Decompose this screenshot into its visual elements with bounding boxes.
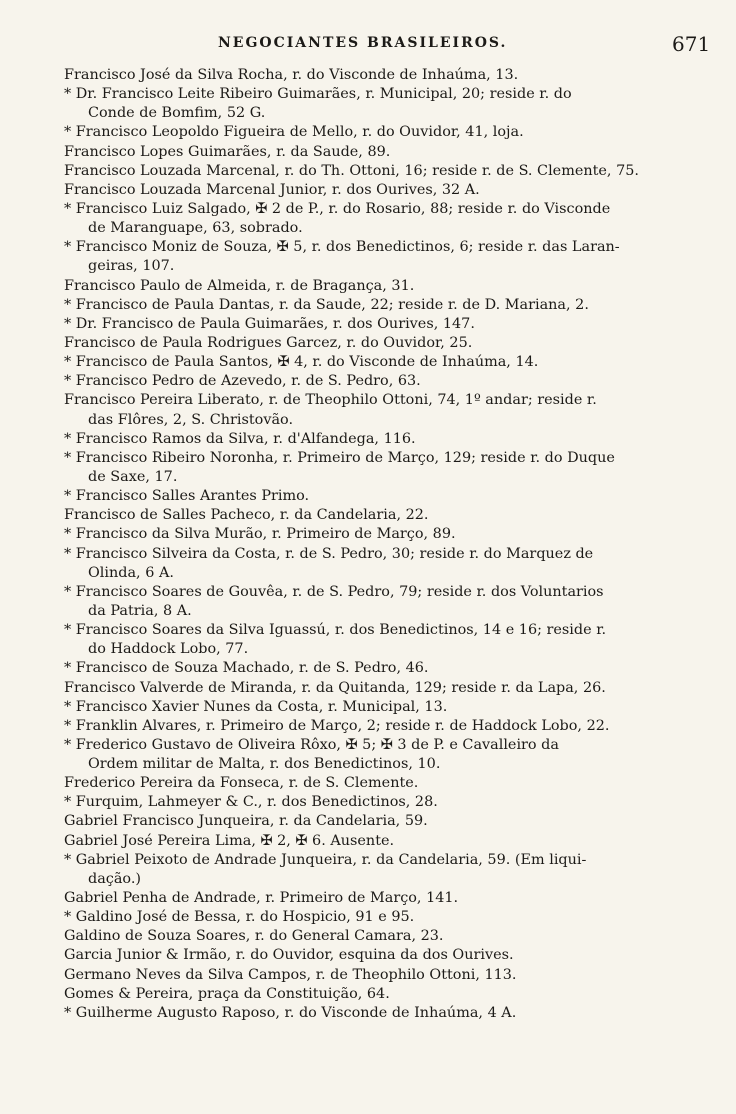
entry-line: Francisco Pereira Liberato, r. de Theophilo Ottoni, 74, 1º andar; reside r.: [64, 392, 597, 409]
entry-line: * Frederico Gustavo de Oliveira Rôxo, ✠ 5; ✠ 3 de P. e Cavalleiro da: [64, 736, 559, 753]
running-title: NEGOCIANTES BRASILEIROS.: [218, 35, 508, 51]
entry-line: * Francisco Soares da Silva Iguassú, r. dos Benedictinos, 14 e 16; reside r.: [64, 622, 607, 639]
entry-line: * Francisco Luiz Salgado, ✠ 2 de P., r. do Rosario, 88; reside r. do Visconde: [64, 200, 611, 217]
entry-continuation: Conde de Bomfim, 52 G.: [88, 105, 266, 122]
entry-continuation: da Patria, 8 A.: [88, 602, 192, 619]
entry-line: Francisco de Salles Pacheco, r. da Candelaria, 22.: [64, 507, 429, 524]
entry-line: Gomes & Pereira, praça da Constituição, 64.: [64, 985, 390, 1002]
entry-line: Francisco Louzada Marcenal, r. do Th. Ottoni, 16; reside r. de S. Clemente, 75.: [64, 162, 639, 179]
entry-continuation: geiras, 107.: [88, 258, 175, 275]
entry-line: * Francisco Pedro de Azevedo, r. de S. Pedro, 63.: [64, 373, 421, 390]
entry-continuation: das Flôres, 2, S. Christovão.: [88, 411, 294, 428]
entry-line: Galdino de Souza Soares, r. do General Camara, 23.: [64, 928, 444, 945]
page-number: 671: [672, 32, 711, 56]
entry-line: * Gabriel Peixoto de Andrade Junqueira, r. da Candelaria, 59. (Em liqui-: [64, 851, 587, 868]
entry-line: * Francisco Ribeiro Noronha, r. Primeiro de Março, 129; reside r. do Duque: [64, 449, 615, 466]
entry-line: Francisco de Paula Rodrigues Garcez, r. do Ouvidor, 25.: [64, 334, 473, 351]
entry-line: * Furquim, Lahmeyer & C., r. dos Benedictinos, 28.: [64, 794, 438, 811]
merchant-list: [64, 66, 714, 1023]
entry-continuation: Olinda, 6 A.: [88, 564, 174, 581]
entry-continuation: do Haddock Lobo, 77.: [88, 641, 249, 658]
entry-line: Gabriel José Pereira Lima, ✠ 2, ✠ 6. Ausente.: [64, 832, 395, 849]
entry-continuation: de Saxe, 17.: [88, 468, 178, 485]
entry-continuation: de Maranguape, 63, sobrado.: [88, 220, 303, 237]
entry-line: * Francisco da Silva Murão, r. Primeiro de Março, 89.: [64, 526, 456, 543]
entry-line: * Francisco Salles Arantes Primo.: [64, 488, 310, 505]
entry-line: * Franklin Alvares, r. Primeiro de Março, 2; reside r. de Haddock Lobo, 22.: [64, 717, 610, 734]
entry-line: Francisco José da Silva Rocha, r. do Visconde de Inhaúma, 13.: [64, 67, 519, 83]
entry-line: * Francisco Leopoldo Figueira de Mello, r. do Ouvidor, 41, loja.: [64, 124, 524, 141]
entry-line: Frederico Pereira da Fonseca, r. de S. Clemente.: [64, 775, 419, 792]
entry-line: * Francisco Silveira da Costa, r. de S. Pedro, 30; reside r. do Marquez de: [64, 545, 594, 562]
entry-line: Francisco Valverde de Miranda, r. da Quitanda, 129; reside r. da Lapa, 26.: [64, 679, 606, 696]
entry-line: * Francisco de Paula Dantas, r. da Saude, 22; reside r. de D. Mariana, 2.: [64, 296, 589, 313]
entry-line: * Galdino José de Bessa, r. do Hospicio, 91 e 95.: [64, 909, 415, 926]
entry-line: * Francisco Moniz de Souza, ✠ 5, r. dos Benedictinos, 6; reside r. das Laran-: [64, 239, 620, 256]
entry-continuation: dação.): [88, 870, 142, 887]
entry-line: Francisco Lopes Guimarães, r. da Saude, 89.: [64, 143, 391, 160]
entry-continuation: Ordem militar de Malta, r. dos Benedictinos, 10.: [88, 756, 441, 773]
entry-line: Francisco Paulo de Almeida, r. de Bragança, 31.: [64, 277, 415, 294]
entry-line: Francisco Louzada Marcenal Junior, r. dos Ourives, 32 A.: [64, 181, 480, 198]
entry-line: * Francisco Xavier Nunes da Costa, r. Municipal, 13.: [64, 698, 448, 715]
entry-line: Garcia Junior & Irmão, r. do Ouvidor, esquina da dos Ourives.: [64, 947, 514, 964]
entry-line: * Guilherme Augusto Raposo, r. do Visconde de Inhaúma, 4 A.: [64, 1004, 517, 1021]
entry-line: Germano Neves da Silva Campos, r. de Theophilo Ottoni, 113.: [64, 966, 517, 983]
entry-line: Gabriel Francisco Junqueira, r. da Candelaria, 59.: [64, 813, 428, 830]
entry-line: * Dr. Francisco de Paula Guimarães, r. dos Ourives, 147.: [64, 315, 475, 332]
entry-line: Gabriel Penha de Andrade, r. Primeiro de Março, 141.: [64, 890, 459, 907]
entry-line: * Francisco Soares de Gouvêa, r. de S. Pedro, 79; reside r. dos Voluntarios: [64, 583, 604, 600]
page-header: [0, 32, 736, 56]
entry-line: * Francisco de Souza Machado, r. de S. Pedro, 46.: [64, 660, 429, 677]
entry-line: * Dr. Francisco Leite Ribeiro Guimarães, r. Municipal, 20; reside r. do: [64, 86, 572, 103]
entry-line: * Francisco Ramos da Silva, r. d'Alfandega, 116.: [64, 430, 416, 447]
entry-line: * Francisco de Paula Santos, ✠ 4, r. do Visconde de Inhaúma, 14.: [64, 354, 539, 371]
